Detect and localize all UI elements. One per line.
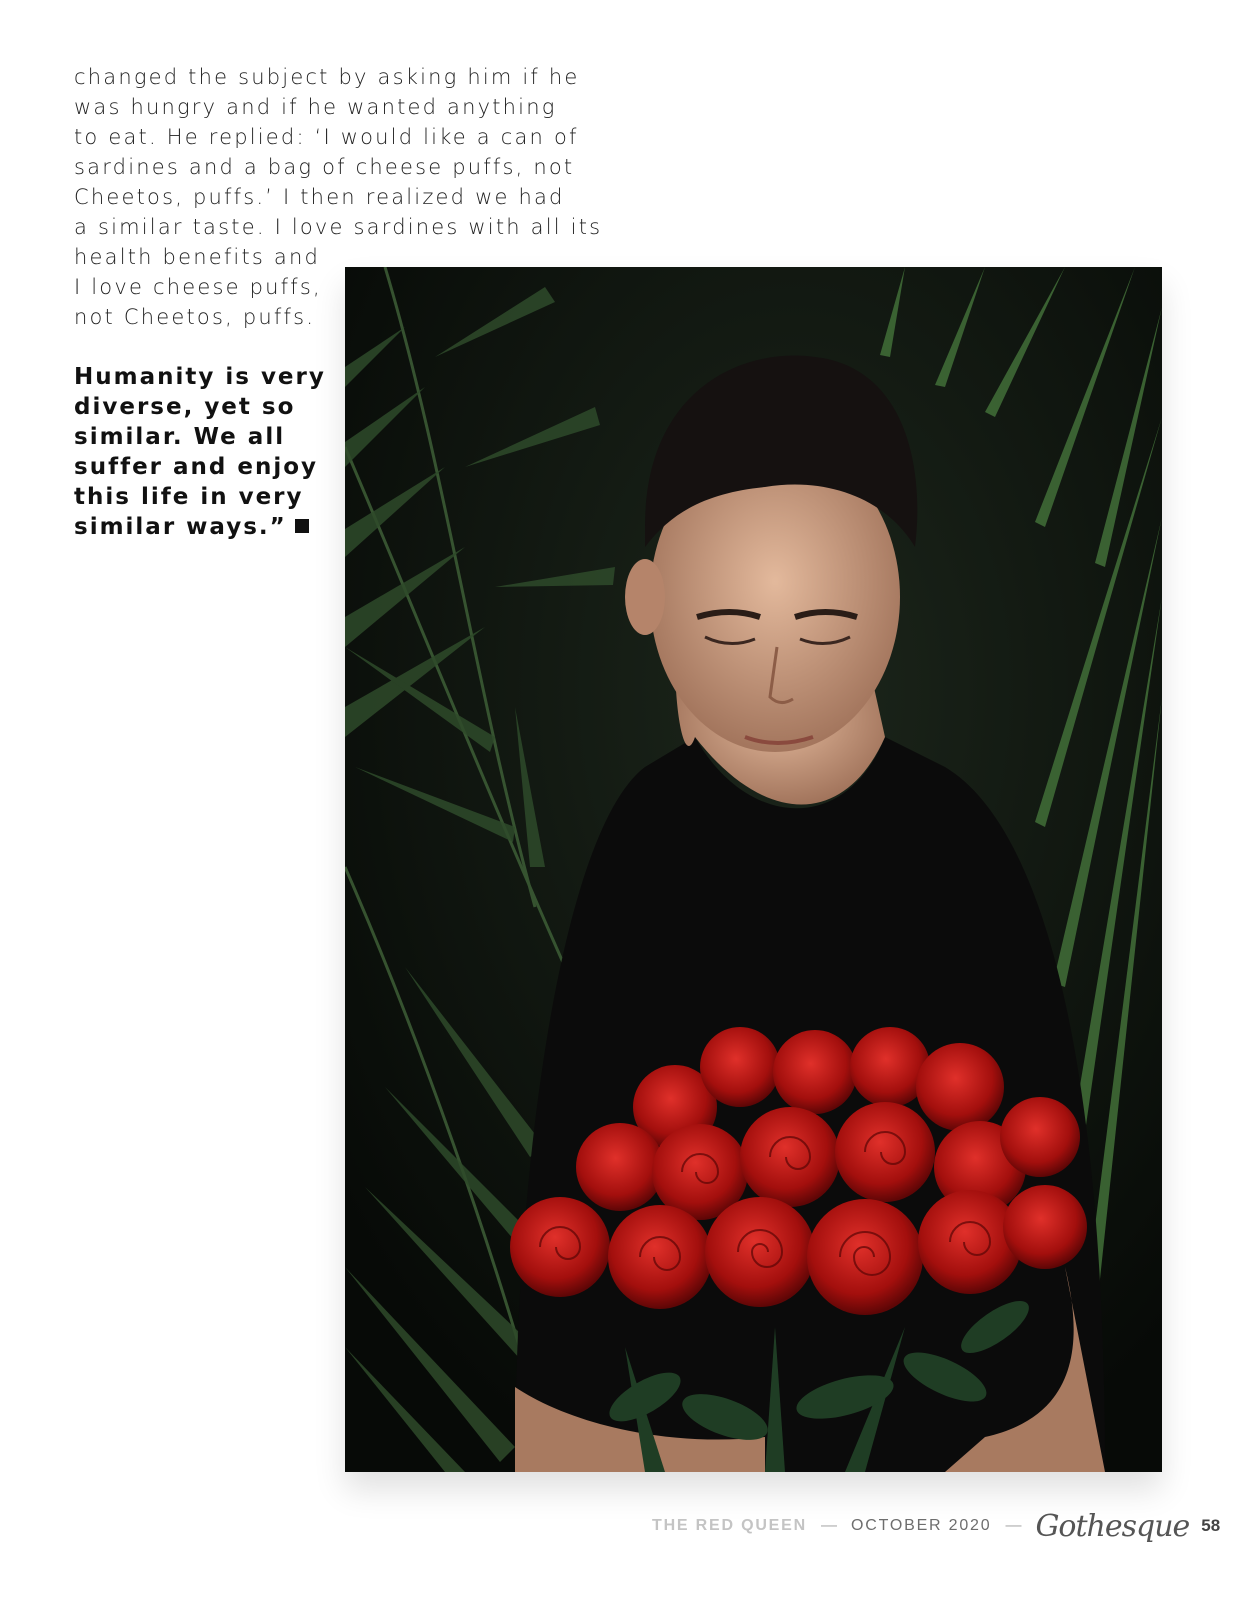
- footer-issue-title: THE RED QUEEN: [652, 1517, 807, 1534]
- portrait-photo-illustration: [345, 267, 1162, 1472]
- body-line: health benefits and: [74, 245, 321, 269]
- body-line: to eat. He replied: ‘I would like a can of: [74, 125, 579, 149]
- page-footer: [652, 1504, 1221, 1548]
- body-line: a similar taste. I love sardines with all its: [74, 215, 603, 239]
- body-line: changed the subject by asking him if he: [74, 65, 580, 89]
- body-line: not Cheetos, puffs.: [74, 305, 316, 329]
- pull-quote-last-line: [74, 512, 326, 542]
- body-line: Cheetos, puffs.’ I then realized we had: [74, 185, 565, 209]
- magazine-logo: Gothesque: [1035, 1508, 1190, 1544]
- pull-quote-line: suffer and enjoy: [74, 454, 319, 480]
- footer-separator: —: [820, 1517, 837, 1534]
- pull-quote-line: Humanity is very: [74, 364, 326, 390]
- pull-quote-line: diverse, yet so: [74, 394, 296, 420]
- pull-quote-line: similar. We all: [74, 424, 286, 450]
- pull-quote-line: similar ways.”: [74, 514, 287, 540]
- body-line: was hungry and if he wanted anything: [74, 95, 557, 119]
- body-line: I love cheese puffs,: [74, 275, 322, 299]
- end-of-article-mark-icon: [295, 519, 309, 533]
- pull-quote-line: this life in very: [74, 484, 304, 510]
- footer-separator: —: [1005, 1517, 1022, 1534]
- body-line: sardines and a bag of cheese puffs, not: [74, 155, 575, 179]
- page-number: 58: [1201, 1516, 1221, 1535]
- pull-quote: [74, 362, 326, 542]
- portrait-photo: [345, 267, 1162, 1472]
- footer-issue-date: OCTOBER 2020: [850, 1517, 992, 1534]
